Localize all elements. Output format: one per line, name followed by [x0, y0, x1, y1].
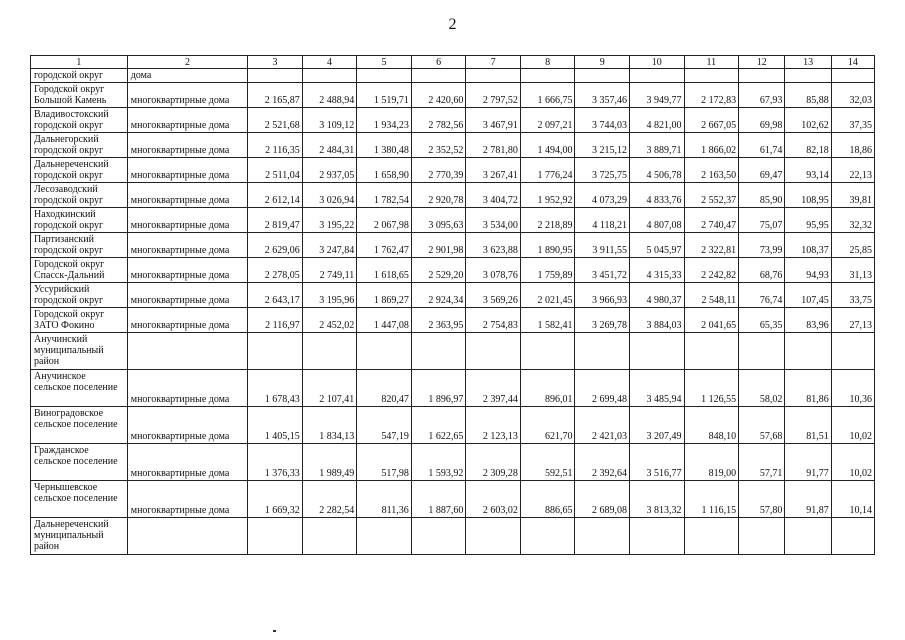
value-cell-col-7: [466, 333, 521, 370]
value-cell-col-6: 2 901,98: [411, 233, 466, 258]
municipality-name: Гражданское сельское поселение: [31, 444, 128, 481]
municipality-name: Виноградовское сельское поселение: [31, 407, 128, 444]
housing-type: многоквартирные дома: [127, 183, 247, 208]
column-header-7: 7: [466, 56, 521, 69]
scan-mark: [273, 630, 276, 632]
table-row: [31, 208, 875, 233]
value-cell-col-10: 3 889,71: [630, 133, 685, 158]
value-cell-col-13: 82,18: [785, 133, 831, 158]
value-cell-col-8: 592,51: [520, 444, 575, 481]
value-cell-col-11: [684, 69, 739, 83]
value-cell-col-8: 1 890,95: [520, 233, 575, 258]
value-cell-col-7: 3 404,72: [466, 183, 521, 208]
value-cell-col-12: 85,90: [739, 183, 785, 208]
value-cell-col-3: 2 643,17: [248, 283, 303, 308]
value-cell-col-10: 4 506,78: [630, 158, 685, 183]
housing-type: [127, 518, 247, 555]
value-cell-col-14: 10,36: [831, 370, 874, 407]
value-cell-col-12: [739, 518, 785, 555]
value-cell-col-13: 81,86: [785, 370, 831, 407]
value-cell-col-3: 2 511,04: [248, 158, 303, 183]
value-cell-col-12: 61,74: [739, 133, 785, 158]
value-cell-col-5: [357, 69, 412, 83]
value-cell-col-7: 3 569,26: [466, 283, 521, 308]
value-cell-col-3: [248, 333, 303, 370]
municipality-name: Находкинский городской округ: [31, 208, 128, 233]
housing-type: многоквартирные дома: [127, 370, 247, 407]
table-row: [31, 283, 875, 308]
table-row: [31, 69, 875, 83]
value-cell-col-7: 3 078,76: [466, 258, 521, 283]
value-cell-col-6: 1 622,65: [411, 407, 466, 444]
value-cell-col-14: 10,02: [831, 444, 874, 481]
table-row: [31, 518, 875, 555]
value-cell-col-10: 3 485,94: [630, 370, 685, 407]
municipality-name: Городской округ ЗАТО Фокино: [31, 308, 128, 333]
value-cell-col-5: 1 658,90: [357, 158, 412, 183]
value-cell-col-9: 3 215,12: [575, 133, 630, 158]
value-cell-col-3: 2 629,06: [248, 233, 303, 258]
value-cell-col-10: 3 949,77: [630, 83, 685, 108]
housing-type: многоквартирные дома: [127, 444, 247, 481]
value-cell-col-12: [739, 333, 785, 370]
value-cell-col-10: 3 516,77: [630, 444, 685, 481]
municipality-name: городской округ: [31, 69, 128, 83]
value-cell-col-5: 2 067,98: [357, 208, 412, 233]
value-cell-col-5: 1 934,23: [357, 108, 412, 133]
value-cell-col-9: 3 725,75: [575, 158, 630, 183]
value-cell-col-6: [411, 518, 466, 555]
value-cell-col-11: 2 163,50: [684, 158, 739, 183]
value-cell-col-13: 95,95: [785, 208, 831, 233]
value-cell-col-11: 1 116,15: [684, 481, 739, 518]
value-cell-col-14: 31,13: [831, 258, 874, 283]
table-row: [31, 444, 875, 481]
value-cell-col-9: 2 421,03: [575, 407, 630, 444]
housing-type: многоквартирные дома: [127, 481, 247, 518]
table-row: [31, 233, 875, 258]
column-header-10: 10: [630, 56, 685, 69]
municipality-name: Дальнереченский городской округ: [31, 158, 128, 183]
column-header-6: 6: [411, 56, 466, 69]
value-cell-col-10: 3 884,03: [630, 308, 685, 333]
value-cell-col-5: 811,36: [357, 481, 412, 518]
table-row: [31, 158, 875, 183]
value-cell-col-4: 3 247,84: [302, 233, 357, 258]
value-cell-col-7: 3 623,88: [466, 233, 521, 258]
value-cell-col-8: [520, 518, 575, 555]
value-cell-col-8: 1 582,41: [520, 308, 575, 333]
value-cell-col-6: [411, 69, 466, 83]
value-cell-col-8: 2 097,21: [520, 108, 575, 133]
value-cell-col-7: 2 797,52: [466, 83, 521, 108]
value-cell-col-12: 57,80: [739, 481, 785, 518]
value-cell-col-12: 57,68: [739, 407, 785, 444]
value-cell-col-13: 93,14: [785, 158, 831, 183]
column-header-5: 5: [357, 56, 412, 69]
value-cell-col-10: [630, 69, 685, 83]
column-header-3: 3: [248, 56, 303, 69]
value-cell-col-3: 1 678,43: [248, 370, 303, 407]
value-cell-col-9: 4 118,21: [575, 208, 630, 233]
table-row: [31, 333, 875, 370]
value-cell-col-3: [248, 69, 303, 83]
value-cell-col-6: 2 782,56: [411, 108, 466, 133]
value-cell-col-8: 886,65: [520, 481, 575, 518]
value-cell-col-6: 3 095,63: [411, 208, 466, 233]
column-header-9: 9: [575, 56, 630, 69]
value-cell-col-13: [785, 69, 831, 83]
value-cell-col-4: 2 484,31: [302, 133, 357, 158]
table-row: [31, 183, 875, 208]
value-cell-col-4: 2 937,05: [302, 158, 357, 183]
table-row: [31, 108, 875, 133]
value-cell-col-8: 621,70: [520, 407, 575, 444]
value-cell-col-6: 1 896,97: [411, 370, 466, 407]
tariff-table: [30, 55, 875, 555]
value-cell-col-8: 2 021,45: [520, 283, 575, 308]
value-cell-col-11: 1 866,02: [684, 133, 739, 158]
value-cell-col-14: 33,75: [831, 283, 874, 308]
value-cell-col-12: 76,74: [739, 283, 785, 308]
value-cell-col-11: 2 548,11: [684, 283, 739, 308]
value-cell-col-3: 2 165,87: [248, 83, 303, 108]
value-cell-col-14: 18,86: [831, 133, 874, 158]
value-cell-col-4: 3 195,96: [302, 283, 357, 308]
table-row: [31, 258, 875, 283]
value-cell-col-4: 2 452,02: [302, 308, 357, 333]
table-row: [31, 308, 875, 333]
value-cell-col-6: 2 363,95: [411, 308, 466, 333]
table-row: [31, 407, 875, 444]
value-cell-col-14: [831, 69, 874, 83]
value-cell-col-11: 2 667,05: [684, 108, 739, 133]
value-cell-col-3: 2 116,97: [248, 308, 303, 333]
housing-type: многоквартирные дома: [127, 258, 247, 283]
municipality-name: Дальнегорский городской округ: [31, 133, 128, 158]
column-header-11: 11: [684, 56, 739, 69]
value-cell-col-4: 3 026,94: [302, 183, 357, 208]
housing-type: многоквартирные дома: [127, 407, 247, 444]
value-cell-col-4: [302, 69, 357, 83]
housing-type: многоквартирные дома: [127, 283, 247, 308]
value-cell-col-9: 3 966,93: [575, 283, 630, 308]
page-number: 2: [448, 16, 457, 33]
value-cell-col-5: 1 782,54: [357, 183, 412, 208]
municipality-name: Анучинское сельское поселение: [31, 370, 128, 407]
value-cell-col-14: 10,02: [831, 407, 874, 444]
value-cell-col-4: 1 989,49: [302, 444, 357, 481]
value-cell-col-10: 3 813,32: [630, 481, 685, 518]
value-cell-col-3: 2 819,47: [248, 208, 303, 233]
value-cell-col-12: 65,35: [739, 308, 785, 333]
value-cell-col-11: 2 041,65: [684, 308, 739, 333]
housing-type: многоквартирные дома: [127, 308, 247, 333]
value-cell-col-7: 2 781,80: [466, 133, 521, 158]
value-cell-col-8: 1 494,00: [520, 133, 575, 158]
value-cell-col-9: 3 357,46: [575, 83, 630, 108]
value-cell-col-10: 4 821,00: [630, 108, 685, 133]
value-cell-col-7: 2 603,02: [466, 481, 521, 518]
value-cell-col-14: 25,85: [831, 233, 874, 258]
value-cell-col-13: [785, 518, 831, 555]
value-cell-col-13: 83,96: [785, 308, 831, 333]
value-cell-col-4: 2 107,41: [302, 370, 357, 407]
housing-type: многоквартирные дома: [127, 83, 247, 108]
value-cell-col-10: 4 980,37: [630, 283, 685, 308]
value-cell-col-11: 1 126,55: [684, 370, 739, 407]
value-cell-col-7: 3 467,91: [466, 108, 521, 133]
value-cell-col-11: 848,10: [684, 407, 739, 444]
value-cell-col-8: [520, 333, 575, 370]
municipality-name: Уссурийский городской округ: [31, 283, 128, 308]
value-cell-col-11: 2 552,37: [684, 183, 739, 208]
column-header-2: 2: [127, 56, 247, 69]
value-cell-col-14: 39,81: [831, 183, 874, 208]
value-cell-col-5: [357, 518, 412, 555]
value-cell-col-14: [831, 518, 874, 555]
value-cell-col-6: 2 924,34: [411, 283, 466, 308]
value-cell-col-5: 1 519,71: [357, 83, 412, 108]
value-cell-col-13: 102,62: [785, 108, 831, 133]
value-cell-col-6: 2 529,20: [411, 258, 466, 283]
table-row: [31, 133, 875, 158]
municipality-name: Лесозаводский городской округ: [31, 183, 128, 208]
value-cell-col-11: 2 242,82: [684, 258, 739, 283]
column-header-12: 12: [739, 56, 785, 69]
value-cell-col-7: [466, 518, 521, 555]
value-cell-col-4: 2 749,11: [302, 258, 357, 283]
value-cell-col-3: 2 612,14: [248, 183, 303, 208]
value-cell-col-12: [739, 69, 785, 83]
value-cell-col-3: 1 669,32: [248, 481, 303, 518]
value-cell-col-7: 2 123,13: [466, 407, 521, 444]
value-cell-col-5: 1 762,47: [357, 233, 412, 258]
value-cell-col-9: [575, 333, 630, 370]
value-cell-col-4: 2 282,54: [302, 481, 357, 518]
value-cell-col-8: 2 218,89: [520, 208, 575, 233]
housing-type: многоквартирные дома: [127, 158, 247, 183]
value-cell-col-14: 27,13: [831, 308, 874, 333]
value-cell-col-10: 3 207,49: [630, 407, 685, 444]
value-cell-col-11: [684, 518, 739, 555]
table-body: [31, 69, 875, 555]
value-cell-col-7: 3 267,41: [466, 158, 521, 183]
value-cell-col-9: 2 689,08: [575, 481, 630, 518]
value-cell-col-13: 108,95: [785, 183, 831, 208]
municipality-name: Городской округ Спасск-Дальний: [31, 258, 128, 283]
value-cell-col-8: 1 952,92: [520, 183, 575, 208]
header-row: [31, 56, 875, 69]
value-cell-col-10: 4 315,33: [630, 258, 685, 283]
value-cell-col-6: 2 420,60: [411, 83, 466, 108]
value-cell-col-8: 896,01: [520, 370, 575, 407]
value-cell-col-12: 73,99: [739, 233, 785, 258]
value-cell-col-14: 32,32: [831, 208, 874, 233]
housing-type: многоквартирные дома: [127, 133, 247, 158]
value-cell-col-11: [684, 333, 739, 370]
value-cell-col-8: 1 776,24: [520, 158, 575, 183]
housing-type: [127, 333, 247, 370]
value-cell-col-4: 3 195,22: [302, 208, 357, 233]
value-cell-col-11: 2 172,83: [684, 83, 739, 108]
municipality-name: Чернышевское сельское поселение: [31, 481, 128, 518]
value-cell-col-3: [248, 518, 303, 555]
value-cell-col-13: 81,51: [785, 407, 831, 444]
value-cell-col-11: 819,00: [684, 444, 739, 481]
value-cell-col-5: 1 618,65: [357, 258, 412, 283]
value-cell-col-4: 2 488,94: [302, 83, 357, 108]
value-cell-col-13: 107,45: [785, 283, 831, 308]
value-cell-col-13: 108,37: [785, 233, 831, 258]
value-cell-col-9: [575, 69, 630, 83]
value-cell-col-3: 1 376,33: [248, 444, 303, 481]
value-cell-col-3: 2 278,05: [248, 258, 303, 283]
value-cell-col-7: [466, 69, 521, 83]
value-cell-col-10: [630, 518, 685, 555]
value-cell-col-6: 2 920,78: [411, 183, 466, 208]
value-cell-col-5: [357, 333, 412, 370]
table-row: [31, 83, 875, 108]
value-cell-col-10: [630, 333, 685, 370]
value-cell-col-5: 517,98: [357, 444, 412, 481]
value-cell-col-8: 1 666,75: [520, 83, 575, 108]
municipality-name: Партизанский городской округ: [31, 233, 128, 258]
value-cell-col-6: 1 887,60: [411, 481, 466, 518]
value-cell-col-5: 1 869,27: [357, 283, 412, 308]
value-cell-col-5: 1 447,08: [357, 308, 412, 333]
value-cell-col-9: 4 073,29: [575, 183, 630, 208]
value-cell-col-11: 2 322,81: [684, 233, 739, 258]
value-cell-col-13: 91,87: [785, 481, 831, 518]
table-row: [31, 481, 875, 518]
value-cell-col-6: 1 593,92: [411, 444, 466, 481]
municipality-name: Анучинский муниципальный район: [31, 333, 128, 370]
housing-type: дома: [127, 69, 247, 83]
value-cell-col-4: [302, 518, 357, 555]
value-cell-col-11: 2 740,47: [684, 208, 739, 233]
value-cell-col-13: [785, 333, 831, 370]
value-cell-col-4: [302, 333, 357, 370]
value-cell-col-8: 1 759,89: [520, 258, 575, 283]
value-cell-col-6: 2 352,52: [411, 133, 466, 158]
value-cell-col-7: 2 309,28: [466, 444, 521, 481]
value-cell-col-14: 32,03: [831, 83, 874, 108]
value-cell-col-12: 68,76: [739, 258, 785, 283]
value-cell-col-5: 1 380,48: [357, 133, 412, 158]
value-cell-col-9: [575, 518, 630, 555]
column-header-8: 8: [520, 56, 575, 69]
value-cell-col-10: 4 833,76: [630, 183, 685, 208]
value-cell-col-12: 57,71: [739, 444, 785, 481]
value-cell-col-8: [520, 69, 575, 83]
table-row: [31, 370, 875, 407]
value-cell-col-5: 820,47: [357, 370, 412, 407]
value-cell-col-12: 69,98: [739, 108, 785, 133]
value-cell-col-9: 3 269,78: [575, 308, 630, 333]
value-cell-col-9: 2 699,48: [575, 370, 630, 407]
value-cell-col-12: 75,07: [739, 208, 785, 233]
value-cell-col-4: 3 109,12: [302, 108, 357, 133]
municipality-name: Дальнереченский муниципальный район: [31, 518, 128, 555]
value-cell-col-13: 85,88: [785, 83, 831, 108]
value-cell-col-12: 69,47: [739, 158, 785, 183]
value-cell-col-6: 2 770,39: [411, 158, 466, 183]
value-cell-col-3: 1 405,15: [248, 407, 303, 444]
housing-type: многоквартирные дома: [127, 233, 247, 258]
value-cell-col-4: 1 834,13: [302, 407, 357, 444]
value-cell-col-9: 3 744,03: [575, 108, 630, 133]
housing-type: многоквартирные дома: [127, 108, 247, 133]
municipality-name: Городской округ Большой Камень: [31, 83, 128, 108]
value-cell-col-14: 10,14: [831, 481, 874, 518]
column-header-4: 4: [302, 56, 357, 69]
value-cell-col-9: 3 911,55: [575, 233, 630, 258]
value-cell-col-5: 547,19: [357, 407, 412, 444]
value-cell-col-14: 22,13: [831, 158, 874, 183]
value-cell-col-10: 4 807,08: [630, 208, 685, 233]
value-cell-col-3: 2 116,35: [248, 133, 303, 158]
value-cell-col-12: 67,93: [739, 83, 785, 108]
value-cell-col-7: 3 534,00: [466, 208, 521, 233]
value-cell-col-6: [411, 333, 466, 370]
value-cell-col-10: 5 045,97: [630, 233, 685, 258]
value-cell-col-14: [831, 333, 874, 370]
value-cell-col-9: 2 392,64: [575, 444, 630, 481]
value-cell-col-9: 3 451,72: [575, 258, 630, 283]
municipality-name: Владивостокский городской округ: [31, 108, 128, 133]
value-cell-col-3: 2 521,68: [248, 108, 303, 133]
value-cell-col-14: 37,35: [831, 108, 874, 133]
column-header-14: 14: [831, 56, 874, 69]
value-cell-col-7: 2 754,83: [466, 308, 521, 333]
value-cell-col-13: 91,77: [785, 444, 831, 481]
column-header-13: 13: [785, 56, 831, 69]
column-header-1: 1: [31, 56, 128, 69]
value-cell-col-7: 2 397,44: [466, 370, 521, 407]
housing-type: многоквартирные дома: [127, 208, 247, 233]
value-cell-col-12: 58,02: [739, 370, 785, 407]
value-cell-col-13: 94,93: [785, 258, 831, 283]
